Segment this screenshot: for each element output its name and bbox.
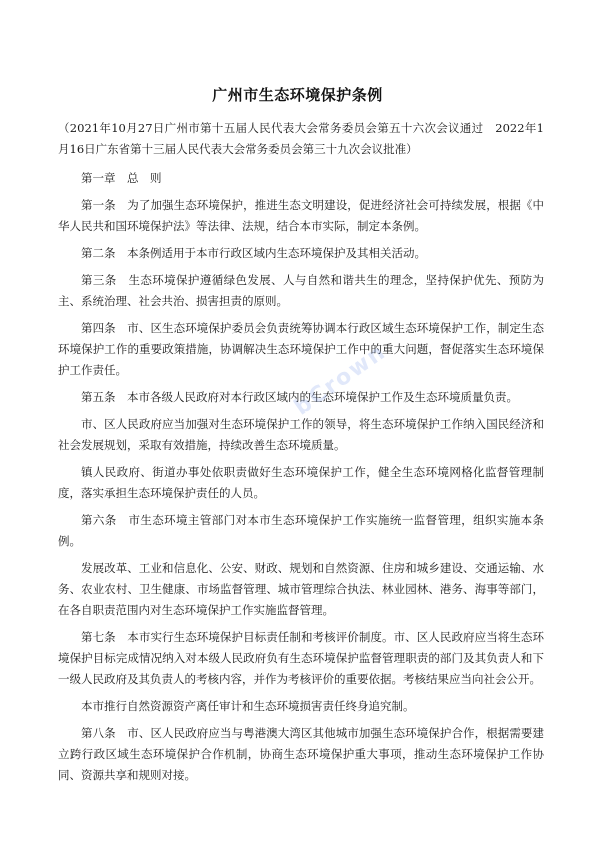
watermark: bCrown: [290, 339, 392, 421]
document-body: [58, 118, 544, 792]
paragraph-article-4: 第四条 市、区生态环境保护委员会负责统筹协调本行政区域生态环境保护工作，制定生态环境保护工作的重要政策措施，协调解决生态环境保护工作中的重大问题，督促落实生态环境保护工作责任。: [58, 321, 544, 377]
paragraph-article-6-clause-2: 发展改革、工业和信息化、公安、财政、规划和自然资源、住房和城乡建设、交通运输、水务、农业农村、卫生健康、市场监督管理、城市管理综合执法、林业园林、港务、海事等部门，在各自职责范围内对生态环境保护工作实施监督管理。: [58, 561, 544, 617]
document-subtitle: （2021年10月27日广州市第十五届人民代表大会常务委员会第五十六次会议通过 2022年1月16日广东省第十三届人民代表大会常务委员会第三十九次会议批准）: [58, 121, 544, 156]
paragraph-article-8: 第八条 市、区人民政府应当与粤港澳大湾区其他城市加强生态环境保护合作，根据需要建立跨行政区域生态环境保护合作机制，协商生态环境保护重大事项，推动生态环境保护工作协同、资源共享和规则对接。: [58, 726, 544, 782]
paragraph-article-7: 第七条 本市实行生态环境保护目标责任制和考核评价制度。市、区人民政府应当将生态环境保护目标完成情况纳入对本级人民政府负有生态环境保护监督管理职责的部门及其负责人和下一级人民政府及其负责人的考核内容，并作为考核评价的重要依据。考核结果应当向社会公开。: [58, 630, 544, 686]
paragraph-article-1: 第一条 为了加强生态环境保护，推进生态文明建设，促进经济社会可持续发展，根据《中华人民共和国环境保护法》等法律、法规，结合本市实际，制定本条例。: [58, 198, 544, 233]
chapter-heading: 第一章 总 则: [81, 171, 162, 185]
paragraph-article-5-clause-3: 镇人民政府、街道办事处依职责做好生态环境保护工作，健全生态环境网格化监督管理制度，落实承担生态环境保护责任的人员。: [58, 465, 544, 500]
paragraph-article-5-clause-2: 市、区人民政府应当加强对生态环境保护工作的领导，将生态环境保护工作纳入国民经济和社会发展规划，采取有效措施，持续改善生态环境质量。: [58, 417, 544, 452]
paragraph-article-5: 第五条 本市各级人民政府对本行政区域内的生态环境保护工作及生态环境质量负责。: [81, 390, 518, 404]
paragraph-article-6: 第六条 市生态环境主管部门对本市生态环境保护工作实施统一监督管理，组织实施本条例。: [58, 513, 544, 548]
document-title: 广州市生态环境保护条例: [212, 86, 383, 104]
paragraph-article-7-clause-2: 本市推行自然资源资产离任审计和生态环境损害责任终身追究制。: [81, 699, 415, 713]
paragraph-article-2: 第二条 本条例适用于本市行政区域内生态环境保护及其相关活动。: [81, 246, 426, 260]
paragraph-article-3: 第三条 生态环境保护遵循绿色发展、人与自然和谐共生的理念，坚持保护优先、预防为主、系统治理、社会共治、损害担责的原则。: [58, 273, 544, 308]
